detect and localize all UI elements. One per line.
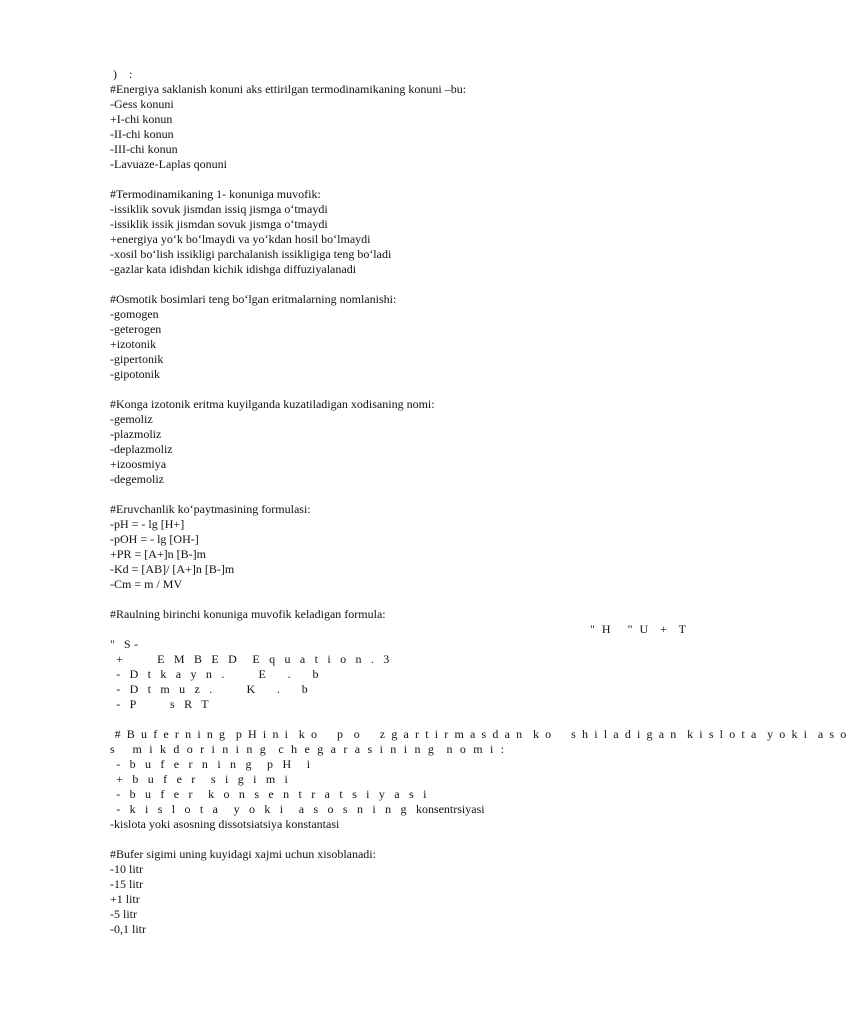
answer-option: -Cm = m / MV [110, 577, 183, 591]
question-6 [110, 607, 730, 712]
answer-option: - b u f e r k o n s e n t r a t s i y a s i [110, 787, 430, 801]
answer-option: -issiklik issik jismdan sovuk jismga o‘tmaydi [110, 217, 328, 231]
answer-option-correct: +izotonik [110, 337, 157, 351]
answer-option-correct: + b u f e r s i g i m i [110, 772, 292, 786]
question-text: #Osmotik bosimlari teng bo‘lgan eritmalarning nomlanishi: [110, 292, 397, 306]
formula-fragment-s: " S [110, 637, 131, 651]
document-body [110, 67, 848, 937]
question-4 [110, 397, 730, 487]
answer-option: - D t m u z . K . b [110, 682, 311, 696]
question-text: # B u f e r n i n g p H i n i k o p o z g a r t i r m a s d a n k o s h i l a d i g a n k i s l o t a y o k i a s o [110, 727, 848, 741]
answer-option: -kislota yoki asosning dissotsiatsiya konstantasi [110, 817, 340, 831]
answer-option: -II-chi konun [110, 127, 174, 141]
answer-option: -degemoliz [110, 472, 164, 486]
answer-option: -plazmoliz [110, 427, 162, 441]
answer-option: -gomogen [110, 307, 159, 321]
question-text: #Bufer sigimi uning kuyidagi xajmi uchun xisoblanadi: [110, 847, 376, 861]
answer-option-correct: +izoosmiya [110, 457, 167, 471]
answer-option: -Gess konuni [110, 97, 174, 111]
answer-option: -10 litr [110, 862, 143, 876]
answer-option: -Kd = [AB]/ [A+]n [B-]m [110, 562, 235, 576]
question-text: #Termodinamikaning 1- konuniga muvofik: [110, 187, 321, 201]
answer-option: -gemoliz [110, 412, 153, 426]
answer-option-correct: +I-chi konun [110, 112, 173, 126]
answer-option: -geterogen [110, 322, 162, 336]
answer-option: - D t k a y n . E . b [110, 667, 322, 681]
question-7 [110, 727, 848, 832]
answer-option: -deplazmoliz [110, 442, 173, 456]
answer-option [110, 802, 730, 817]
answer-option: - P s R T [110, 697, 212, 711]
answer-option: - b u f e r n i n g p H i [110, 757, 314, 771]
question-text: #Raulning birinchi konuniga muvofik keladigan formula: [110, 607, 386, 621]
answer-option: -issiklik sovuk jismdan issiq jismga o‘tmaydi [110, 202, 328, 216]
answer-option: -xosil bo‘lish issikligi parchalanish issikligiga teng bo‘ladi [110, 247, 392, 261]
question-text: #Eruvchanlik ko‘paytmasining formulasi: [110, 502, 311, 516]
answer-option: -gipertonik [110, 352, 164, 366]
answer-option-correct: +PR = [A+]n [B-]m [110, 547, 206, 561]
header-fragment: ) : [110, 67, 133, 81]
answer-option: -pOH = - lg [OH-] [110, 532, 199, 546]
question-2 [110, 187, 730, 277]
answer-option: -15 litr [110, 877, 143, 891]
question-text-continued: s m i k d o r i n i n g c h e g a r a s i n i n g n o m i : [110, 742, 507, 756]
answer-option-correct: +energiya yo‘k bo‘lmaydi va yo‘kdan hosil bo‘lmaydi [110, 232, 371, 246]
answer-option-correct: +1 litr [110, 892, 140, 906]
question-text: #Konga izotonik eritma kuyilganda kuzatiladigan xodisaning nomi: [110, 397, 435, 411]
question-8 [110, 847, 730, 937]
question-3 [110, 292, 730, 382]
answer-option: -0,1 litr [110, 922, 146, 936]
answer-option: -Lavuaze-Laplas qonuni [110, 157, 227, 171]
answer-option: -III-chi konun [110, 142, 178, 156]
answer-option-correct: + E M B E D E q u a t i o n . 3 [110, 652, 393, 666]
answer-option: -pH = - lg [H+] [110, 517, 185, 531]
formula-fragment: " H " U + T [590, 622, 689, 636]
option-tail: konsentrsiyasi [415, 802, 485, 816]
question-1 [110, 82, 730, 172]
answer-option: -gipotonik [110, 367, 160, 381]
formula-dash: - [134, 637, 138, 651]
question-text: #Energiya saklanish konuni aks ettirilgan termodinamikaning konuni –bu: [110, 82, 467, 96]
formula-row [110, 622, 730, 651]
answer-option: -5 litr [110, 907, 137, 921]
option-spaced-part: - k i s l o t a y o k i a s o s n i n g [110, 802, 416, 816]
question-5 [110, 502, 730, 592]
answer-option: -gazlar kata idishdan kichik idishga diffuziyalanadi [110, 262, 357, 276]
